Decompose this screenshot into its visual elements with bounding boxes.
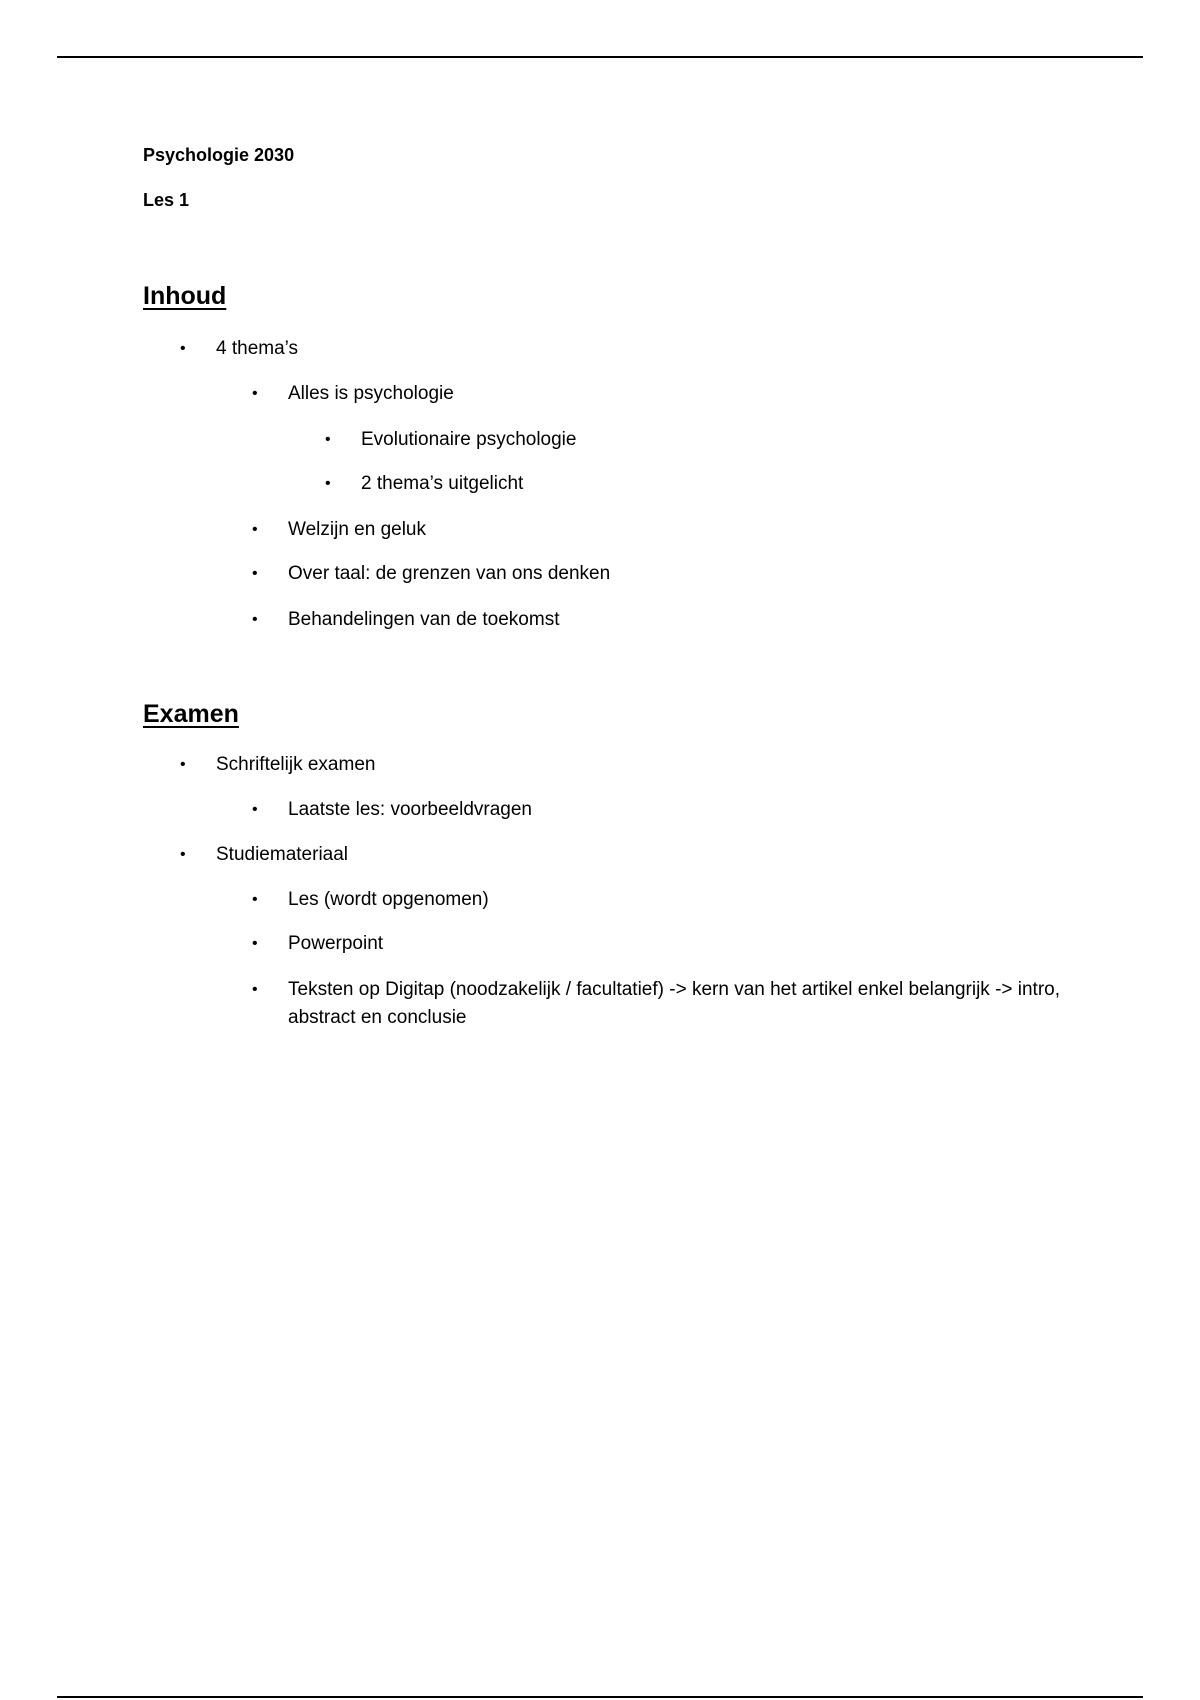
bullet-icon: •: [252, 565, 258, 582]
bullet-icon: •: [252, 935, 258, 952]
list-item: • Les (wordt opgenomen): [288, 886, 489, 914]
document-title: Psychologie 2030: [143, 145, 295, 165]
section-heading-examen: Examen: [143, 700, 239, 728]
list-item: • 2 thema’s uitgelicht: [361, 470, 523, 498]
bullet-icon: •: [252, 891, 258, 908]
list-item: • Welzijn en geluk: [288, 516, 426, 544]
bullet-icon: •: [325, 431, 331, 448]
bullet-icon: •: [252, 981, 258, 998]
bullet-icon: •: [325, 475, 331, 492]
list-item: • Evolutionaire psychologie: [361, 426, 576, 454]
list-item: • Alles is psychologie: [288, 380, 454, 408]
bullet-icon: •: [252, 385, 258, 402]
bullet-icon: •: [180, 340, 186, 357]
bullet-icon: •: [180, 756, 186, 773]
header-rule: [57, 56, 1143, 58]
list-item: • Powerpoint: [288, 930, 383, 958]
list-item: • 4 thema’s: [216, 335, 298, 363]
bullet-icon: •: [252, 611, 258, 628]
list-item: • Behandelingen van de toekomst: [288, 606, 559, 634]
list-item: • Over taal: de grenzen van ons denken: [288, 560, 610, 588]
list-item: • Schriftelijk examen: [216, 751, 375, 779]
bullet-icon: •: [252, 521, 258, 538]
list-item: • Laatste les: voorbeeldvragen: [288, 796, 532, 824]
footer-rule: [57, 1696, 1143, 1698]
bullet-icon: •: [252, 801, 258, 818]
bullet-icon: •: [180, 846, 186, 863]
section-heading-inhoud: Inhoud: [143, 282, 227, 310]
list-item: • Studiemateriaal: [216, 841, 348, 869]
document-subtitle: Les 1: [143, 190, 190, 210]
list-item: • Teksten op Digitap (noodzakelijk / facultatief) -> kern van het artikel enkel belangrijk -> intro, abstract en conclusie: [288, 976, 1068, 1032]
